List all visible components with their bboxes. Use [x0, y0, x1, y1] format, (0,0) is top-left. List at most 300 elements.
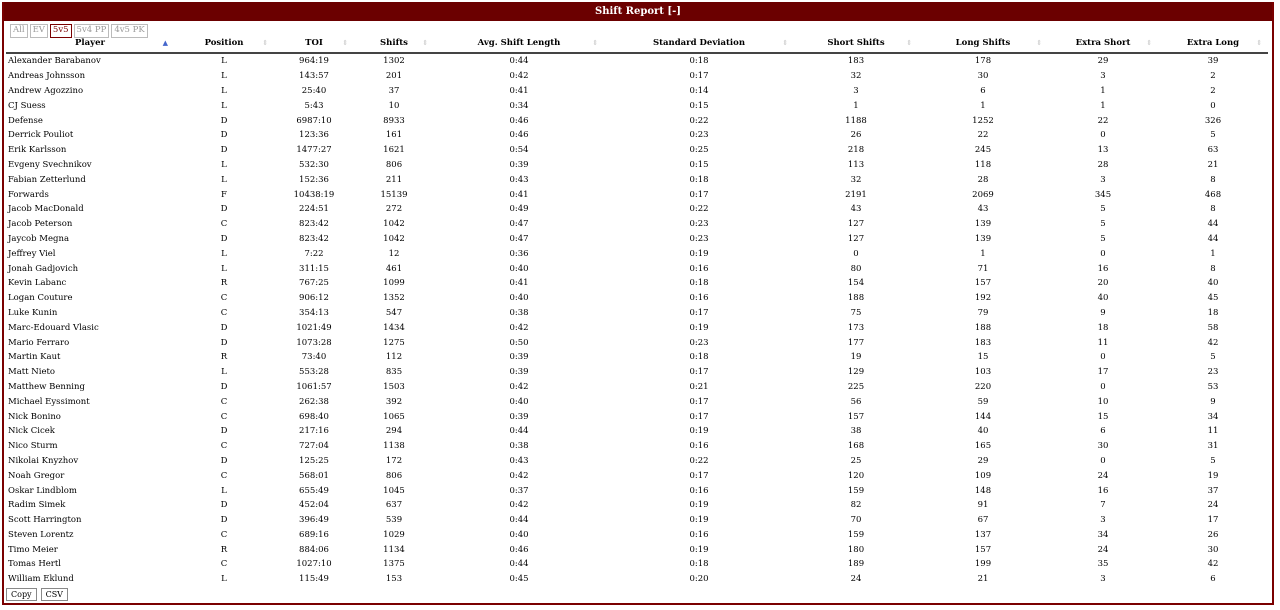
table-cell: 0:22	[689, 115, 709, 126]
table-cell: 0:16	[689, 293, 709, 304]
table-cell: 1045	[383, 485, 405, 496]
table-cell: 59	[977, 396, 989, 407]
table-cell: 67	[977, 515, 989, 526]
table-cell: 0:19	[689, 426, 709, 437]
player-name-cell: Derrick Pouliot	[8, 130, 74, 141]
table-cell: D	[220, 115, 228, 126]
player-name-cell: Nico Sturm	[8, 441, 58, 452]
table-cell: 30	[1097, 441, 1109, 452]
table-cell: 15	[1097, 411, 1109, 422]
table-cell: 30	[977, 71, 989, 82]
player-name-cell: Noah Gregor	[8, 470, 65, 481]
table-cell: 0	[1210, 100, 1216, 111]
table-cell: 7:22	[304, 248, 324, 259]
table-cell: 1	[980, 248, 986, 259]
table-cell: 311:15	[299, 263, 329, 274]
table-cell: L	[221, 248, 227, 259]
player-name-cell: CJ Suess	[8, 100, 46, 111]
table-cell: 24	[850, 574, 862, 585]
player-name-cell: Andrew Agozzino	[8, 85, 84, 96]
table-cell: 37	[388, 85, 400, 96]
sort-arrow-icon: ⇕	[1256, 38, 1262, 47]
player-name-cell: Matthew Benning	[8, 381, 85, 392]
player-name-cell: Matt Nieto	[8, 367, 56, 378]
table-row	[6, 69, 1268, 84]
table-cell: 9	[1210, 396, 1216, 407]
table-cell: 13	[1097, 145, 1109, 156]
sort-arrow-icon: ⇕	[342, 38, 348, 47]
table-cell: 637	[385, 500, 403, 511]
table-cell: 1029	[383, 529, 405, 540]
table-cell: 43	[850, 204, 862, 215]
player-name-cell: Radim Simek	[8, 500, 66, 511]
table-cell: 16	[1097, 263, 1109, 274]
table-cell: 0:18	[689, 56, 709, 67]
table-cell: D	[220, 145, 228, 156]
table-cell: 0:17	[689, 307, 709, 318]
table-cell: 0:34	[509, 100, 529, 111]
table-cell: L	[221, 71, 227, 82]
table-cell: 19	[850, 352, 862, 363]
table-cell: 153	[385, 574, 403, 585]
player-name-cell: Logan Couture	[8, 293, 73, 304]
table-row	[6, 232, 1268, 247]
table-cell: 0:15	[689, 159, 709, 170]
table-cell: 40	[1207, 278, 1219, 289]
table-row	[6, 409, 1268, 424]
table-cell: 224:51	[299, 204, 329, 215]
table-cell: D	[220, 500, 228, 511]
table-cell: 0:37	[509, 485, 529, 496]
table-cell: 0	[853, 248, 859, 259]
table-cell: D	[220, 130, 228, 141]
table-cell: 80	[850, 263, 862, 274]
table-cell: 220	[974, 381, 992, 392]
table-cell: 45	[1207, 293, 1219, 304]
column-header-extra-long[interactable]	[1158, 34, 1268, 53]
table-cell: 129	[847, 367, 865, 378]
table-cell: 3	[1100, 515, 1106, 526]
table-cell: L	[221, 159, 227, 170]
table-row	[6, 98, 1268, 113]
table-row	[6, 335, 1268, 350]
table-cell: 39	[1207, 56, 1219, 67]
column-header-label: Standard Deviation	[652, 38, 746, 48]
table-cell: 159	[847, 529, 865, 540]
table-cell: 0:16	[689, 485, 709, 496]
table-cell: R	[220, 278, 228, 289]
table-cell: 1275	[383, 337, 405, 348]
table-cell: 2069	[972, 189, 994, 200]
table-cell: 91	[977, 500, 989, 511]
filter-all[interactable]: All	[10, 24, 28, 38]
table-cell: 0:15	[689, 100, 709, 111]
table-cell: 539	[385, 515, 403, 526]
table-cell: 1252	[972, 115, 994, 126]
table-cell: 3	[1100, 71, 1106, 82]
table-cell: 0:17	[689, 396, 709, 407]
table-cell: 22	[1097, 115, 1109, 126]
table-cell: 0:42	[509, 500, 529, 511]
table-cell: 0:18	[689, 352, 709, 363]
filter-4v5-pk[interactable]: 4v5 PK	[111, 24, 147, 38]
table-cell: 0:38	[509, 307, 529, 318]
table-cell: 5	[1210, 455, 1216, 466]
column-header-long-shifts[interactable]	[918, 34, 1048, 53]
table-cell: 10	[388, 100, 400, 111]
table-cell: 127	[847, 233, 865, 244]
table-cell: 157	[974, 278, 992, 289]
table-cell: 0:18	[689, 278, 709, 289]
table-row	[6, 128, 1268, 143]
table-cell: 468	[1204, 189, 1222, 200]
shift-report-table	[6, 34, 1268, 587]
table-cell: 211	[385, 174, 403, 185]
player-name-cell: Erik Karlsson	[8, 145, 67, 156]
table-cell: 0:16	[689, 263, 709, 274]
filter-5v4-pp[interactable]: 5v4 PP	[74, 24, 110, 38]
table-cell: 32	[850, 71, 862, 82]
table-cell: C	[220, 219, 228, 230]
filter-5v5[interactable]: 5v5	[50, 24, 72, 38]
table-cell: 1621	[383, 145, 405, 156]
table-cell: 689:16	[299, 529, 329, 540]
player-name-cell: Nick Cicek	[8, 426, 55, 437]
table-cell: 82	[850, 500, 862, 511]
table-row	[6, 439, 1268, 454]
table-cell: 29	[1097, 56, 1109, 67]
table-cell: 345	[1094, 189, 1112, 200]
table-cell: 11	[1097, 337, 1109, 348]
table-cell: 42	[1207, 559, 1219, 570]
table-row	[6, 84, 1268, 99]
player-name-cell: Kevin Labanc	[8, 278, 67, 289]
column-header-label: Position	[204, 38, 244, 48]
sort-arrow-icon: ⇕	[422, 38, 428, 47]
column-header-toi[interactable]	[274, 34, 354, 53]
table-cell: 9	[1100, 307, 1106, 318]
table-cell: 1	[853, 100, 859, 111]
table-cell: 40	[977, 426, 989, 437]
table-cell: 34	[1097, 529, 1109, 540]
table-cell: 1503	[383, 381, 405, 392]
table-row	[6, 365, 1268, 380]
table-cell: 0:41	[509, 85, 529, 96]
table-cell: C	[220, 559, 228, 570]
table-cell: R	[220, 544, 228, 555]
table-cell: 1061:57	[296, 381, 332, 392]
table-cell: 0:22	[689, 455, 709, 466]
table-cell: 0:44	[509, 426, 529, 437]
table-cell: 8933	[383, 115, 405, 126]
table-cell: 123:36	[299, 130, 329, 141]
table-cell: 24	[1097, 470, 1109, 481]
table-cell: 42	[1207, 337, 1219, 348]
table-cell: 1134	[383, 544, 405, 555]
table-cell: D	[220, 233, 228, 244]
table-cell: 0:44	[509, 515, 529, 526]
table-cell: 326	[1204, 115, 1222, 126]
table-cell: 0:23	[689, 233, 709, 244]
table-cell: 120	[847, 470, 865, 481]
table-row	[6, 158, 1268, 173]
table-cell: C	[220, 307, 228, 318]
table-cell: 180	[847, 544, 865, 555]
table-cell: 0:22	[689, 204, 709, 215]
table-cell: 0:39	[509, 159, 529, 170]
table-cell: 0:50	[509, 337, 529, 348]
table-cell: 0:44	[509, 56, 529, 67]
column-header-avg-shift-length[interactable]	[434, 34, 604, 53]
table-cell: 0:21	[689, 381, 709, 392]
table-cell: 5	[1100, 204, 1106, 215]
table-cell: 225	[847, 381, 865, 392]
table-cell: 19	[1207, 470, 1219, 481]
table-cell: 53	[1207, 381, 1219, 392]
table-cell: L	[221, 263, 227, 274]
player-name-cell: Alexander Barabanov	[8, 56, 101, 67]
table-cell: 32	[850, 174, 862, 185]
table-cell: 35	[1097, 559, 1109, 570]
column-header-label: Extra Short	[1075, 38, 1131, 48]
table-cell: 44	[1207, 219, 1219, 230]
table-cell: D	[220, 381, 228, 392]
table-cell: 25:40	[301, 85, 327, 96]
table-cell: 56	[850, 396, 862, 407]
table-cell: 835	[385, 367, 403, 378]
player-name-cell: Andreas Johnsson	[8, 71, 86, 82]
table-cell: 16	[1097, 485, 1109, 496]
table-row	[6, 187, 1268, 202]
csv-button[interactable]: CSV	[41, 588, 68, 601]
table-row	[6, 513, 1268, 528]
table-cell: 26	[1207, 529, 1219, 540]
table-cell: 137	[974, 529, 992, 540]
table-row	[6, 172, 1268, 187]
table-cell: 0:23	[689, 219, 709, 230]
table-cell: 79	[977, 307, 989, 318]
table-cell: 1	[980, 100, 986, 111]
table-cell: 0:18	[689, 174, 709, 185]
table-cell: L	[221, 100, 227, 111]
table-row	[6, 468, 1268, 483]
column-header-shifts[interactable]	[354, 34, 434, 53]
table-cell: 5:43	[304, 100, 324, 111]
table-cell: 31	[1207, 441, 1219, 452]
player-name-cell: Jaycob Megna	[8, 233, 70, 244]
table-cell: 38	[850, 426, 862, 437]
table-cell: 23	[1207, 367, 1219, 378]
table-cell: 144	[974, 411, 992, 422]
sort-arrow-icon: ⇕	[782, 38, 788, 47]
table-cell: 5	[1210, 352, 1216, 363]
table-cell: 172	[385, 455, 403, 466]
table-cell: 143:57	[299, 71, 329, 82]
table-cell: 452:04	[299, 500, 329, 511]
table-cell: 37	[1207, 485, 1219, 496]
sort-arrow-icon: ⇕	[1146, 38, 1152, 47]
table-cell: 0:46	[509, 130, 529, 141]
table-cell: 157	[974, 544, 992, 555]
table-cell: 294	[385, 426, 403, 437]
table-cell: 112	[385, 352, 403, 363]
player-name-cell: Forwards	[8, 189, 49, 200]
table-cell: 0:16	[689, 441, 709, 452]
column-header-extra-short[interactable]	[1048, 34, 1158, 53]
table-cell: 18	[1207, 307, 1219, 318]
table-cell: 6	[1210, 574, 1216, 585]
table-cell: 0:17	[689, 189, 709, 200]
table-header-row	[6, 34, 1268, 53]
table-row	[6, 498, 1268, 513]
table-row	[6, 143, 1268, 158]
copy-button[interactable]: Copy	[6, 588, 37, 601]
sort-arrow-icon: ▲	[162, 38, 168, 47]
table-cell: 30	[1207, 544, 1219, 555]
table-cell: 0	[1100, 352, 1106, 363]
player-name-cell: Scott Harrington	[8, 515, 82, 526]
table-cell: 0	[1100, 455, 1106, 466]
player-name-cell: Michael Eyssimont	[8, 396, 90, 407]
table-cell: 0:44	[509, 559, 529, 570]
table-cell: 0:19	[689, 500, 709, 511]
table-row	[6, 53, 1268, 69]
table-cell: 0:46	[509, 115, 529, 126]
player-name-cell: Mario Ferraro	[8, 337, 70, 348]
table-cell: 547	[385, 307, 403, 318]
table-row	[6, 320, 1268, 335]
table-cell: 0:40	[509, 396, 529, 407]
table-cell: 11	[1207, 426, 1219, 437]
table-cell: 0:45	[509, 574, 529, 585]
column-header-label: Avg. Shift Length	[477, 38, 561, 48]
table-cell: 0:17	[689, 411, 709, 422]
player-name-cell: Jacob MacDonald	[8, 204, 84, 215]
table-cell: 165	[974, 441, 992, 452]
table-cell: 1073:28	[296, 337, 332, 348]
table-cell: 188	[974, 322, 992, 333]
table-cell: 655:49	[299, 485, 329, 496]
table-cell: 168	[847, 441, 865, 452]
player-name-cell: Nikolai Knyzhov	[8, 455, 79, 466]
table-row	[6, 113, 1268, 128]
player-name-cell: William Eklund	[8, 574, 74, 585]
table-row	[6, 261, 1268, 276]
table-cell: 157	[847, 411, 865, 422]
table-cell: 0:39	[509, 367, 529, 378]
table-cell: 217:16	[299, 426, 329, 437]
table-cell: 21	[1207, 159, 1219, 170]
table-cell: 0:49	[509, 204, 529, 215]
column-header-position[interactable]	[174, 34, 274, 53]
table-cell: 823:42	[299, 233, 329, 244]
table-row	[6, 217, 1268, 232]
table-row	[6, 424, 1268, 439]
table-cell: 5	[1100, 233, 1106, 244]
column-header-standard-deviation[interactable]	[604, 34, 794, 53]
table-row	[6, 483, 1268, 498]
table-cell: 0:38	[509, 441, 529, 452]
column-header-label: Player	[75, 38, 105, 48]
column-header-label: TOI	[305, 38, 323, 48]
table-cell: 2191	[845, 189, 867, 200]
table-cell: 1477:27	[296, 145, 332, 156]
column-header-label: Shifts	[380, 38, 408, 48]
table-cell: L	[221, 367, 227, 378]
table-cell: 139	[974, 233, 992, 244]
player-name-cell: Timo Meier	[8, 544, 58, 555]
table-cell: 183	[974, 337, 992, 348]
table-row	[6, 202, 1268, 217]
table-cell: C	[220, 411, 228, 422]
table-row	[6, 306, 1268, 321]
table-cell: 0:25	[689, 145, 709, 156]
player-name-cell: Steven Lorentz	[8, 529, 74, 540]
table-cell: 1434	[383, 322, 405, 333]
table-cell: 43	[977, 204, 989, 215]
table-cell: 0:41	[509, 278, 529, 289]
table-cell: 192	[974, 293, 992, 304]
table-cell: 1021:49	[296, 322, 332, 333]
table-cell: 0:23	[689, 337, 709, 348]
table-cell: 17	[1097, 367, 1109, 378]
table-cell: 1375	[383, 559, 405, 570]
table-cell: 0:20	[689, 574, 709, 585]
table-cell: 5	[1210, 130, 1216, 141]
table-cell: 189	[847, 559, 865, 570]
table-cell: 0:40	[509, 293, 529, 304]
table-cell: D	[220, 426, 228, 437]
table-cell: 159	[847, 485, 865, 496]
table-cell: 1	[1100, 100, 1106, 111]
player-name-cell: Jonah Gadjovich	[8, 263, 79, 274]
table-cell: R	[220, 352, 228, 363]
table-cell: 0:18	[689, 559, 709, 570]
table-row	[6, 542, 1268, 557]
table-cell: 0:42	[509, 322, 529, 333]
table-cell: 70	[850, 515, 862, 526]
table-cell: 698:40	[299, 411, 329, 422]
table-cell: 964:19	[299, 56, 329, 67]
table-cell: 63	[1207, 145, 1219, 156]
table-cell: L	[221, 485, 227, 496]
table-cell: 0	[1100, 130, 1106, 141]
table-cell: 0:17	[689, 470, 709, 481]
table-cell: 0:42	[509, 470, 529, 481]
table-cell: 139	[974, 219, 992, 230]
table-cell: 7	[1100, 500, 1106, 511]
table-cell: 118	[974, 159, 992, 170]
table-row	[6, 291, 1268, 306]
column-header-short-shifts[interactable]	[794, 34, 918, 53]
table-cell: 884:06	[299, 544, 329, 555]
table-cell: 0:39	[509, 411, 529, 422]
table-cell: 0:19	[689, 544, 709, 555]
table-cell: 178	[974, 56, 992, 67]
player-name-cell: Marc-Edouard Vlasic	[8, 322, 99, 333]
panel-title[interactable]: Shift Report [-]	[4, 2, 1272, 21]
table-row	[6, 246, 1268, 261]
table-cell: D	[220, 455, 228, 466]
table-cell: 75	[850, 307, 862, 318]
table-cell: L	[221, 85, 227, 96]
table-cell: 183	[847, 56, 865, 67]
filter-ev[interactable]: EV	[30, 24, 48, 38]
table-cell: 26	[850, 130, 862, 141]
table-cell: 392	[385, 396, 403, 407]
column-header-player[interactable]	[6, 34, 174, 53]
table-cell: 0	[1100, 248, 1106, 259]
